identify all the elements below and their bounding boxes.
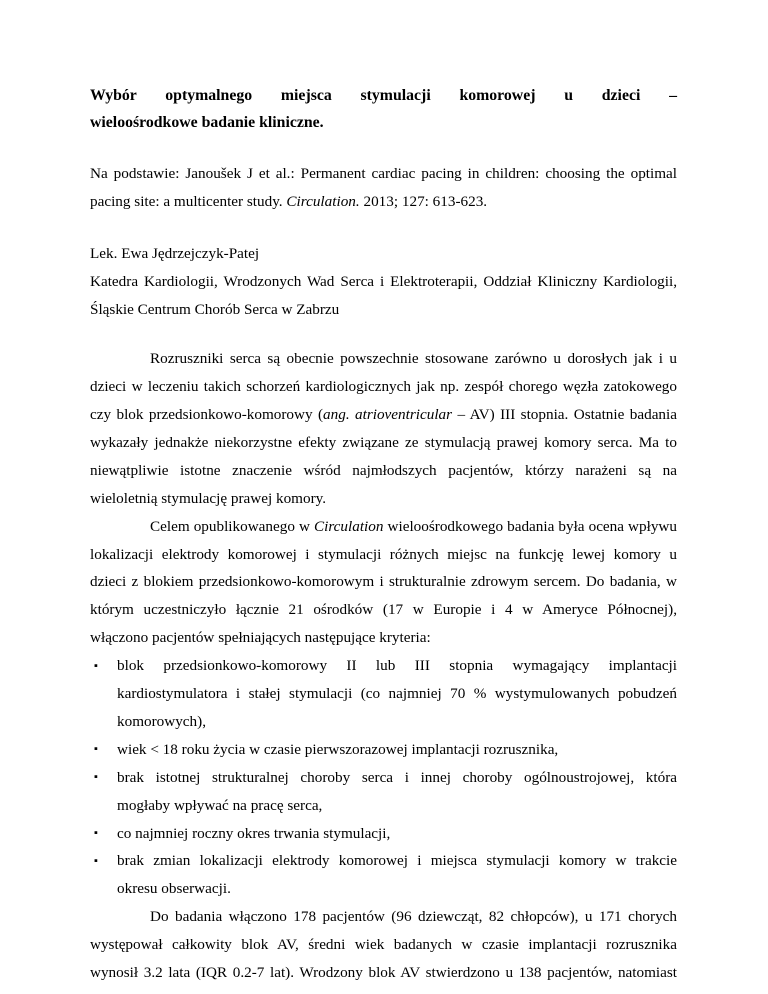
author-affiliation-1: Katedra Kardiologii, Wrodzonych Wad Serca i Elektroterapii, Oddział Kliniczny Kardiologii, <box>90 272 677 290</box>
bullet-item-1-line-2: kardiostymulatora i stałej stymulacji (co najmniej 70 % wystymulowanych pobudzeń <box>117 685 677 703</box>
para3-line: Do badania włączono 178 pacjentów (96 dziewcząt, 82 chłopców), u 171 chorych <box>150 908 677 926</box>
bullet-item-5-line-1: brak zmian lokalizacji elektrody komorowej i miejsca stymulacji komory w trakcie <box>117 852 677 870</box>
bullet-icon: ▪ <box>94 659 98 672</box>
bullet-item-3-line-2: mogłaby wpływać na pracę serca, <box>117 796 323 814</box>
para1-line <box>90 406 677 424</box>
para3-line: wynosił 3.2 lata (IQR 0.2-7 lat). Wrodzony blok AV stwierdzono u 138 pacjentów, natomiast <box>90 964 677 981</box>
bullet-icon: ▪ <box>94 827 98 840</box>
author-affiliation-2: Śląskie Centrum Chorób Serca w Zabrzu <box>90 300 340 318</box>
bullet-item-1-line-1: blok przedsionkowo-komorowy II lub III stopnia wymagający implantacji <box>117 657 677 675</box>
para2-line <box>150 518 677 536</box>
para2-text: Celem opublikowanego w <box>150 517 314 535</box>
source-line-2 <box>90 193 677 211</box>
para1-line: wykazały jednakże niekorzystne efekty związane ze stymulacją prawej komory serca. Ma to <box>90 433 677 451</box>
para2-line: włączono pacjentów spełniających następujące kryteria: <box>90 629 431 647</box>
para2-line: którym uczestniczyło łącznie 21 ośrodków (17 w Europie i 4 w Ameryce Północnej), <box>90 601 677 619</box>
bullet-icon: ▪ <box>94 743 98 756</box>
title-line-2: wieloośrodkowe badanie kliniczne. <box>90 114 324 131</box>
para2-text: wieloośrodkowego badania była ocena wpływu <box>383 517 677 535</box>
bullet-icon: ▪ <box>94 855 98 868</box>
para1-text: czy blok przedsionkowo-komorowy ( <box>90 406 324 424</box>
source-line-1: Na podstawie: Janoušek J et al.: Permanent cardiac pacing in children: choosing the optimal <box>90 165 677 183</box>
para2-line: lokalizacji elektrody komorowej i stymulacji różnych miejsc na funkcję lewej komory u <box>90 545 677 563</box>
para1-text: – AV) III stopnia. Ostatnie badania <box>452 406 677 424</box>
journal-name: Circulation. <box>286 193 360 211</box>
para2-line: dzieci z blokiem przedsionkowo-komorowym i strukturalnie zdrowym sercem. Do badania, w <box>90 573 677 591</box>
author-name: Lek. Ewa Jędrzejczyk-Patej <box>90 244 260 262</box>
source-text: pacing site: a multicenter study. <box>90 193 287 211</box>
para1-line: Rozruszniki serca są obecnie powszechnie stosowane zarówno u dorosłych jak i u <box>150 350 677 368</box>
bullet-icon: ▪ <box>94 771 98 784</box>
title-line-1: Wybór optymalnego miejsca stymulacji komorowej u dzieci – <box>90 86 677 104</box>
para1-italic: ang. atrioventricular <box>323 406 453 424</box>
para3-line: występował całkowity blok AV, średni wiek badanych w czasie implantacji rozrusznika <box>90 936 677 954</box>
bullet-item-5-line-2: okresu obserwacji. <box>117 880 231 898</box>
bullet-item-3-line-1: brak istotnej strukturalnej choroby serca i innej choroby ogólnoustrojowej, która <box>117 768 677 786</box>
source-citation: 2013; 127: 613-623. <box>359 193 488 211</box>
bullet-item-4-line-1: co najmniej roczny okres trwania stymulacji, <box>117 824 391 842</box>
para1-line: dzieci w leczeniu takich schorzeń kardiologicznych jak np. zespół chorego węzła zatokowego <box>90 378 677 396</box>
para2-italic: Circulation <box>313 517 384 535</box>
para1-line: wieloletnią stymulację prawej komory. <box>90 489 327 507</box>
bullet-item-1-line-3: komorowych), <box>117 712 206 730</box>
para1-line: niewątpliwie istotne znaczenie wśród najmłodszych pacjentów, którzy narażeni są na <box>90 461 677 479</box>
bullet-item-2-line-1: wiek < 18 roku życia w czasie pierwszorazowej implantacji rozrusznika, <box>117 740 559 758</box>
